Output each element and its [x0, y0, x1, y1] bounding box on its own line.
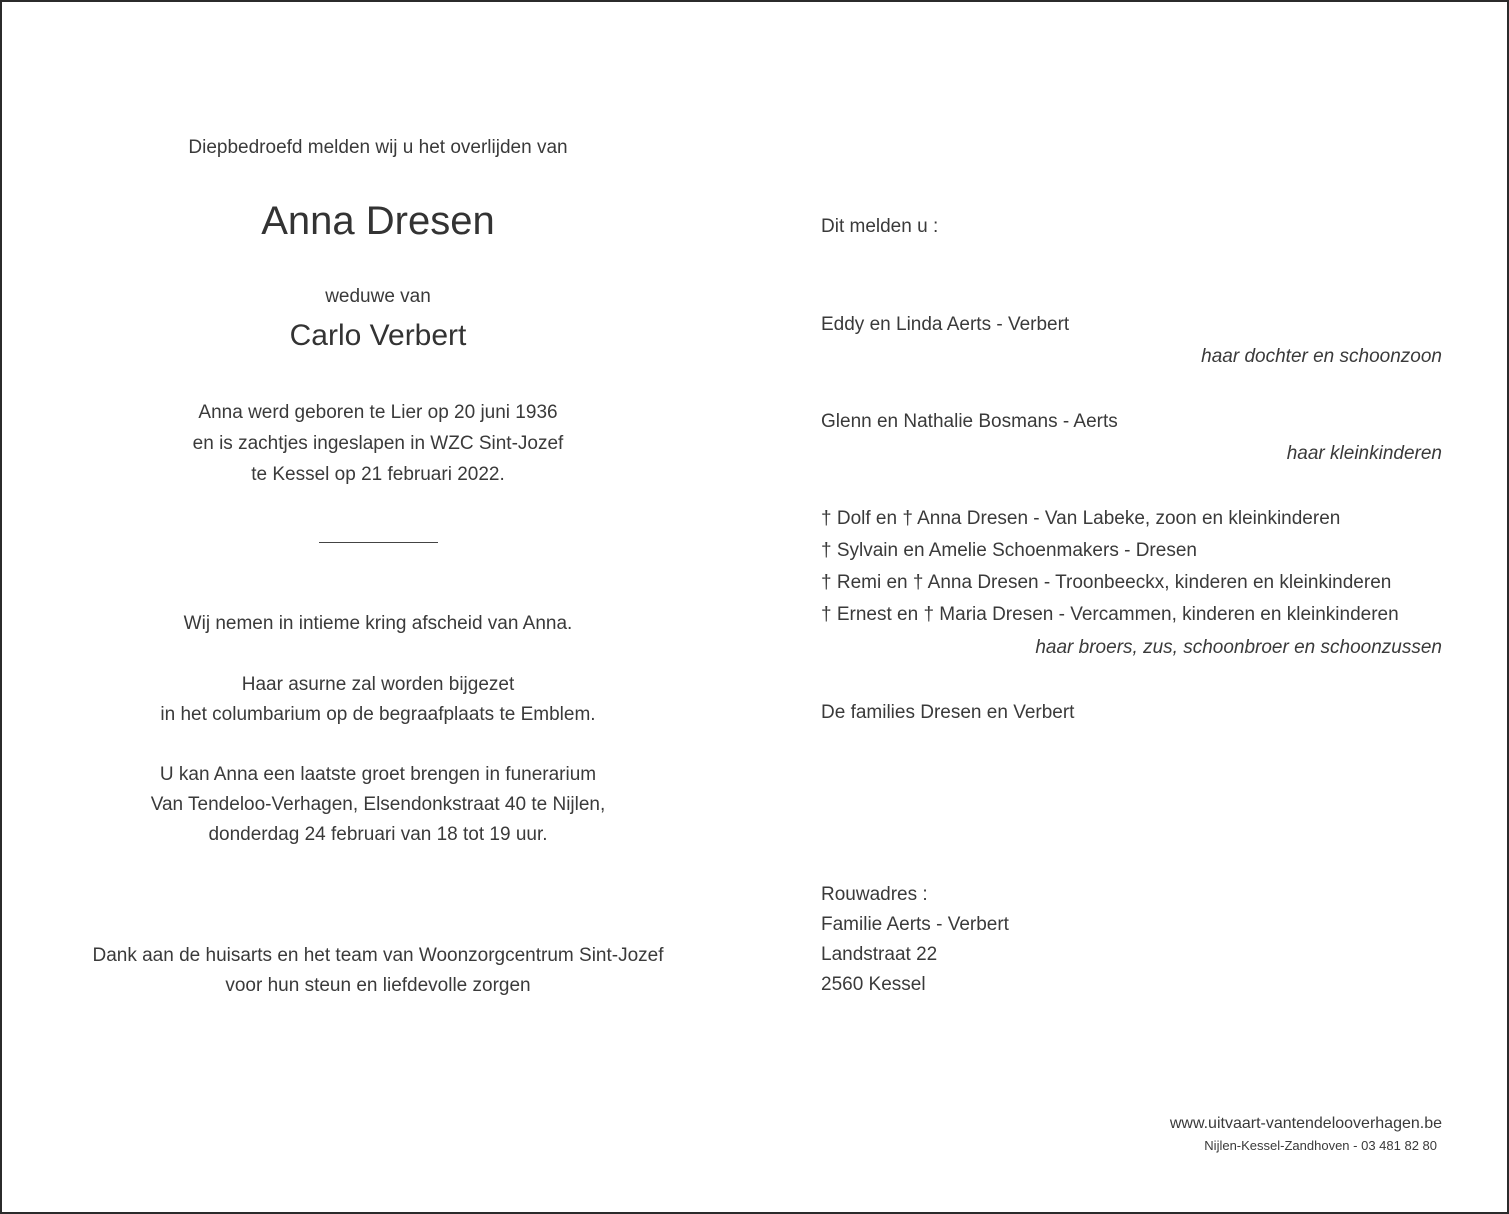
- widow-of-text: weduwe van: [325, 286, 431, 307]
- address-label: Rouwadres :: [821, 884, 928, 905]
- thanks-line-1: Dank aan de huisarts en het team van Woonzorgcentrum Sint-Jozef: [92, 945, 664, 966]
- families-text: De families Dresen en Verbert: [821, 702, 1075, 723]
- grandchildren-relation: haar kleinkinderen: [1286, 443, 1442, 464]
- address-line-2: Landstraat 22: [821, 944, 938, 965]
- urn-line-2: in het columbarium op de begraafplaats te Emblem.: [160, 704, 596, 725]
- grandchildren: Glenn en Nathalie Bosmans - Aerts: [821, 411, 1118, 432]
- intro-text: Diepbedroefd melden wij u het overlijden van: [188, 137, 568, 158]
- spouse-name: Carlo Verbert: [289, 319, 467, 352]
- footer-contact: Nijlen-Kessel-Zandhoven - 03 481 82 80: [1204, 1138, 1437, 1153]
- address-line-3: 2560 Kessel: [821, 974, 926, 995]
- urn-line-1: Haar asurne zal worden bijgezet: [241, 674, 515, 695]
- divider-line: [319, 542, 438, 543]
- sibling-line-1: † Dolf en † Anna Dresen - Van Labeke, zoon en kleinkinderen: [821, 508, 1341, 529]
- footer-website: www.uitvaart-vantendelooverhagen.be: [1169, 1115, 1442, 1132]
- visit-line-3: donderdag 24 februari van 18 tot 19 uur.: [208, 824, 548, 845]
- sibling-line-4: † Ernest en † Maria Dresen - Vercammen, kinderen en kleinkinderen: [821, 604, 1399, 625]
- visit-line-2: Van Tendeloo-Verhagen, Elsendonkstraat 40 te Nijlen,: [150, 794, 606, 815]
- sibling-line-3: † Remi en † Anna Dresen - Troonbeeckx, kinderen en kleinkinderen: [821, 572, 1392, 593]
- visit-line-1: U kan Anna een laatste groet brengen in funerarium: [159, 764, 597, 785]
- daughter-family: Eddy en Linda Aerts - Verbert: [821, 314, 1070, 335]
- birth-line-1: Anna werd geboren te Lier op 20 juni 1936: [198, 402, 558, 423]
- siblings-relation: haar broers, zus, schoonbroer en schoonzussen: [1035, 637, 1442, 658]
- deceased-name: Anna Dresen: [261, 199, 495, 243]
- daughter-relation: haar dochter en schoonzoon: [1201, 346, 1442, 367]
- birth-line-3: te Kessel op 21 februari 2022.: [251, 464, 505, 485]
- announce-text: Dit melden u :: [821, 216, 939, 237]
- birth-line-2: en is zachtjes ingeslapen in WZC Sint-Jozef: [192, 433, 564, 454]
- farewell-text: Wij nemen in intieme kring afscheid van Anna.: [183, 613, 573, 634]
- sibling-line-2: † Sylvain en Amelie Schoenmakers - Dresen: [821, 540, 1197, 561]
- thanks-line-2: voor hun steun en liefdevolle zorgen: [225, 975, 531, 996]
- address-line-1: Familie Aerts - Verbert: [821, 914, 1009, 935]
